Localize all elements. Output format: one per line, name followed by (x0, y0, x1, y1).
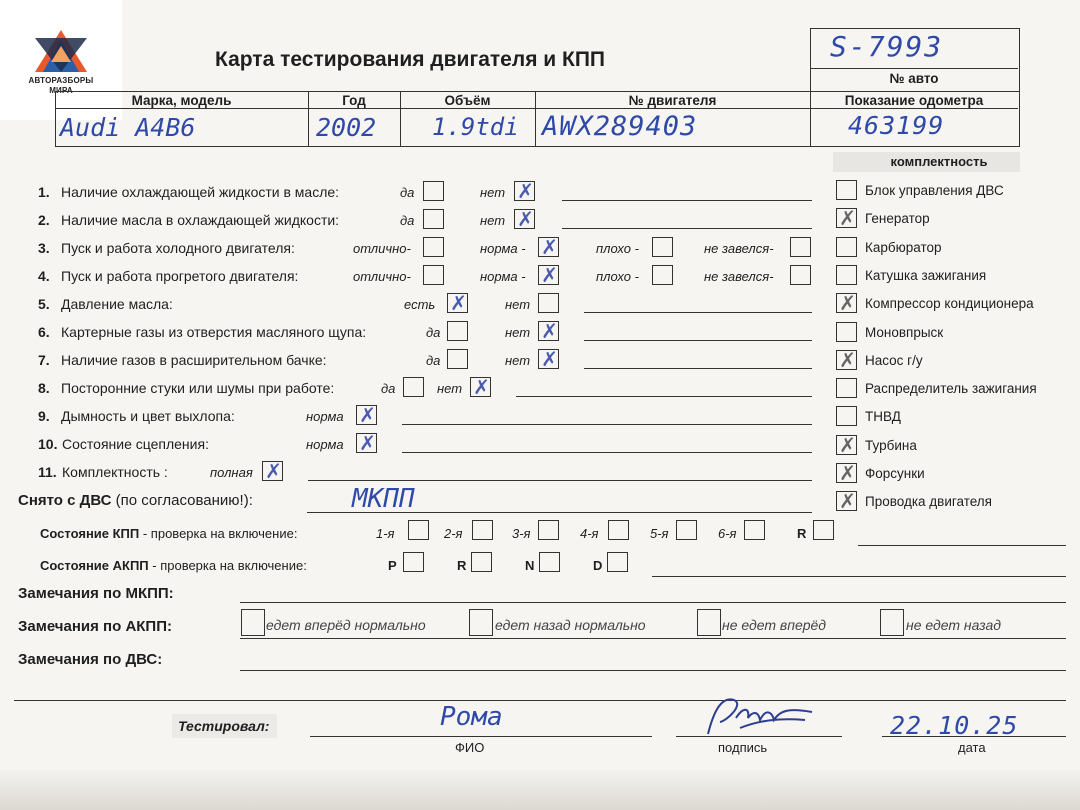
value-odometer: 463199 (848, 111, 945, 140)
option-label: да (381, 381, 396, 396)
check-mark-icon: ✗ (541, 347, 558, 371)
fill-line (516, 396, 812, 397)
option-label: норма (306, 437, 344, 452)
option-label: не завелся- (704, 241, 774, 256)
kit-checkbox[interactable] (836, 489, 857, 514)
kpp-gear-checkbox[interactable] (676, 520, 697, 540)
question-number: 8. (38, 380, 50, 396)
option-checkbox[interactable] (423, 265, 444, 285)
question-text: Давление масла: (61, 296, 173, 312)
question-number: 6. (38, 324, 50, 340)
logo-emblem-icon (33, 28, 89, 74)
fill-line (584, 368, 812, 369)
kit-item-label: Карбюратор (865, 239, 942, 255)
signature-caption: подпись (718, 740, 768, 755)
option-label: норма - (480, 269, 526, 284)
question-text: Наличие масла в охлаждающей жидкости: (61, 212, 340, 228)
option-checkbox[interactable] (538, 237, 559, 257)
akpp-option-checkbox[interactable] (880, 609, 904, 636)
kit-item-label: Форсунки (865, 466, 925, 481)
kit-item-label: Распределитель зажигания (865, 381, 1037, 397)
header-odometer: Показание одометра (844, 93, 984, 108)
option-label: нет (480, 213, 506, 228)
kpp-gear-checkbox[interactable] (744, 520, 765, 540)
fill-line (584, 340, 812, 341)
option-checkbox[interactable] (403, 377, 424, 397)
check-mark-icon: ✗ (839, 461, 856, 485)
value-year: 2002 (316, 113, 377, 142)
signature-icon (700, 690, 820, 740)
option-checkbox[interactable] (652, 237, 673, 257)
fill-line (562, 228, 812, 229)
kpp-label: Состояние КПП - проверка на включение: (40, 526, 298, 541)
kpp-gear-label: 3-я (512, 526, 531, 541)
question-text: Картерные газы из отверстия масляного щупа: (61, 324, 367, 340)
kpp-gear-checkbox[interactable] (408, 520, 429, 540)
akpp-gear-label: D (593, 558, 603, 573)
option-checkbox[interactable] (790, 265, 811, 285)
option-label: нет (505, 297, 531, 312)
kit-item-label: Проводка двигателя (865, 494, 992, 510)
check-mark-icon: ✗ (359, 403, 376, 427)
kit-item-label: ТНВД (865, 409, 901, 425)
option-label: да (400, 185, 415, 200)
question-text: Пуск и работа прогретого двигателя: (61, 268, 299, 284)
option-label: плохо - (596, 241, 639, 256)
option-checkbox[interactable] (538, 349, 559, 369)
akpp-option-checkbox[interactable] (697, 609, 721, 636)
kit-title: комплектность (890, 154, 988, 169)
kit-item-label: Насос г/у (865, 352, 923, 368)
question-number: 9. (38, 408, 50, 424)
kit-checkbox[interactable] (836, 463, 857, 483)
kpp-gear-label: 4-я (580, 526, 599, 541)
kit-item-label: Катушка зажигания (865, 267, 987, 283)
akpp-gear-checkbox[interactable] (607, 552, 628, 572)
kit-item-label: Генератор (865, 211, 930, 227)
question-text: Наличие газов в расширительном бачке: (61, 352, 327, 368)
remarks-mkpp-label: Замечания по МКПП: (18, 585, 174, 602)
option-checkbox[interactable] (514, 209, 535, 229)
question-number: 1. (38, 184, 50, 200)
kpp-gear-label: R (797, 526, 807, 541)
check-mark-icon: ✗ (839, 432, 856, 457)
tested-label: Тестировал: (178, 718, 270, 734)
option-label: норма (306, 409, 344, 424)
fill-line (402, 424, 812, 425)
kpp-gear-label: 1-я (376, 526, 395, 541)
option-checkbox[interactable] (447, 321, 468, 341)
option-checkbox[interactable] (423, 209, 444, 229)
question-number: 10. (38, 436, 58, 452)
question-number: 4. (38, 268, 50, 284)
option-checkbox[interactable] (538, 265, 559, 285)
check-mark-icon: ✗ (517, 207, 534, 231)
option-checkbox[interactable] (423, 181, 444, 201)
kit-checkbox[interactable] (836, 180, 857, 200)
kit-checkbox[interactable] (836, 291, 857, 316)
akpp-option-checkbox[interactable] (241, 609, 265, 636)
page-title: Карта тестирования двигателя и КПП (215, 48, 606, 71)
option-checkbox[interactable] (470, 377, 491, 397)
kit-checkbox[interactable] (836, 406, 857, 426)
kpp-gear-label: 6-я (718, 526, 737, 541)
removed-label: Снято с ДВС (по согласованию!): (18, 492, 253, 509)
question-number: 11. (38, 464, 57, 480)
option-checkbox[interactable] (423, 237, 444, 257)
check-mark-icon: ✗ (541, 319, 558, 343)
option-checkbox[interactable] (538, 293, 559, 313)
date-caption: дата (958, 740, 986, 755)
kit-item-label: Блок управления ДВС (865, 183, 1004, 198)
fill-line (562, 200, 812, 201)
akpp-option-label: не едет вперёд (722, 617, 827, 633)
akpp-option-label: едет назад нормально (495, 617, 646, 633)
auto-number-label: № авто (889, 71, 939, 86)
question-number: 7. (38, 352, 50, 368)
akpp-gear-label: P (388, 558, 397, 573)
header-year: Год (342, 93, 366, 108)
kit-checkbox[interactable] (836, 265, 857, 285)
option-checkbox[interactable] (356, 433, 377, 453)
question-number: 5. (38, 296, 50, 312)
option-checkbox[interactable] (447, 293, 468, 313)
kpp-gear-checkbox[interactable] (813, 520, 834, 540)
fill-line (584, 312, 812, 313)
kpp-gear-label: 2-я (444, 526, 463, 541)
option-label: нет (480, 185, 506, 200)
header-make: Марка, модель (131, 93, 232, 108)
fill-line (402, 452, 812, 453)
option-checkbox[interactable] (514, 181, 535, 201)
option-label: нет (505, 325, 531, 340)
akpp-gear-checkbox[interactable] (539, 552, 560, 572)
akpp-option-label: едет вперёд нормально (266, 617, 426, 633)
option-label: не завелся- (704, 269, 774, 284)
kit-checkbox[interactable] (836, 432, 857, 457)
name-caption: ФИО (455, 740, 485, 755)
remarks-akpp-label: Замечания по АКПП: (18, 618, 172, 635)
option-label: есть (404, 297, 436, 312)
question-number: 2. (38, 212, 50, 228)
value-volume: 1.9tdi (432, 113, 519, 141)
logo-text-line2: МИРА (49, 86, 73, 95)
option-checkbox[interactable] (447, 349, 468, 369)
akpp-gear-label: N (525, 558, 535, 573)
test-date: 22.10.25 (890, 711, 1019, 740)
option-label: полная (210, 465, 253, 480)
kpp-gear-label: 5-я (650, 526, 669, 541)
question-text: Наличие охлаждающей жидкости в масле: (61, 184, 340, 200)
check-mark-icon: ✗ (541, 263, 558, 287)
option-checkbox[interactable] (652, 265, 673, 285)
option-checkbox[interactable] (356, 405, 377, 425)
akpp-gear-checkbox[interactable] (403, 552, 424, 572)
option-label: плохо - (596, 269, 639, 284)
option-label: да (426, 325, 441, 340)
option-checkbox[interactable] (790, 237, 811, 257)
question-number: 3. (38, 240, 50, 256)
check-mark-icon: ✗ (839, 489, 856, 514)
akpp-gear-checkbox[interactable] (471, 552, 492, 572)
kpp-gear-checkbox[interactable] (472, 520, 493, 540)
check-mark-icon: ✗ (839, 206, 856, 231)
question-text: Состояние сцепления: (62, 436, 209, 452)
kit-checkbox[interactable] (836, 237, 857, 257)
tester-name: Рома (440, 702, 503, 732)
logo-text-line1: АВТОРАЗБОРЫ (28, 76, 94, 85)
option-label: нет (437, 381, 463, 396)
kit-item-label: Компрессор кондиционера (865, 296, 1034, 312)
check-mark-icon: ✗ (359, 431, 376, 455)
kit-item-label: Турбина (865, 437, 917, 453)
kpp-gear-checkbox[interactable] (608, 520, 629, 540)
header-volume: Объём (444, 93, 491, 108)
option-label: отлично- (353, 241, 411, 256)
option-label: отлично- (353, 269, 411, 284)
check-mark-icon: ✗ (839, 347, 856, 372)
value-engine: AWX289403 (542, 111, 698, 142)
fill-line (308, 480, 812, 481)
removed-value: МКПП (352, 484, 415, 514)
option-label: да (426, 353, 441, 368)
value-make: Audi A4B6 (60, 113, 196, 142)
check-mark-icon: ✗ (265, 459, 282, 483)
akpp-label: Состояние АКПП - проверка на включение: (40, 558, 307, 573)
auto-number-value: S-7993 (830, 30, 944, 63)
kit-checkbox[interactable] (836, 206, 857, 231)
kit-checkbox[interactable] (836, 378, 857, 398)
remarks-dvs-label: Замечания по ДВС: (18, 651, 163, 668)
check-mark-icon: ✗ (473, 375, 490, 399)
question-text: Посторонние стуки или шумы при работе: (61, 380, 335, 396)
question-text: Дымность и цвет выхлопа: (61, 408, 235, 424)
kit-checkbox[interactable] (836, 347, 857, 372)
check-mark-icon: ✗ (839, 291, 856, 316)
option-label: да (400, 213, 415, 228)
option-label: нет (505, 353, 531, 368)
question-text: Пуск и работа холодного двигателя: (61, 240, 295, 256)
page-shadow (0, 770, 1080, 810)
akpp-gear-label: R (457, 558, 467, 573)
option-checkbox[interactable] (262, 461, 283, 481)
akpp-option-label: не едет назад (906, 617, 1001, 633)
check-mark-icon: ✗ (541, 235, 558, 259)
akpp-option-checkbox[interactable] (469, 609, 493, 636)
option-label: норма - (480, 241, 526, 256)
check-mark-icon: ✗ (517, 179, 534, 203)
check-mark-icon: ✗ (450, 291, 467, 315)
question-text: Комплектность : (62, 464, 168, 480)
kpp-gear-checkbox[interactable] (538, 520, 559, 540)
option-checkbox[interactable] (538, 321, 559, 341)
kit-item-label: Моновпрыск (865, 324, 944, 340)
kit-checkbox[interactable] (836, 322, 857, 342)
header-engine: № двигателя (628, 93, 717, 108)
